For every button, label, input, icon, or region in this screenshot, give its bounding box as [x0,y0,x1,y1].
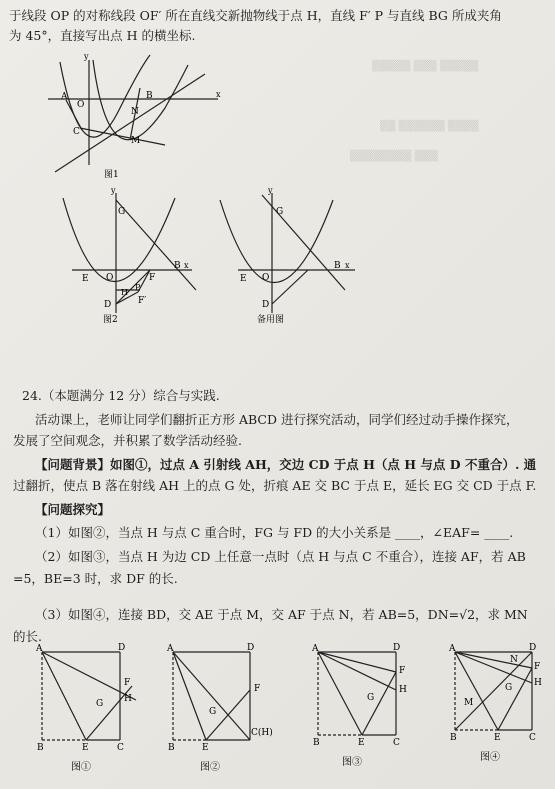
label-d: D [393,643,401,653]
label-f: F [254,684,261,694]
label-h: H [121,288,128,297]
top-text-line-2: 为 45°，直接写出点 H 的横坐标. [9,28,196,43]
square-caption-3: 图③ [342,757,362,768]
label-c: C [529,733,536,743]
q24-part-2b: =5，BE=3 时，求 DF 的长. [13,571,178,586]
label-e: E [202,743,209,753]
x-label: x [216,90,221,99]
label-d: D [118,643,126,653]
label-a: A [312,644,319,654]
label-p: P [135,283,141,292]
label-d: D [104,300,112,310]
spare-caption: 备用图 [257,315,285,325]
q24-background-2: 过翻折，使点 B 落在射线 AH 上的点 G 处，折痕 AE 交 BC 于点 E，延长 EG 交 CD 于点 F. [13,478,537,493]
label-h: H [124,694,132,704]
square-caption-4: 图④ [480,752,500,763]
label-h: H [534,678,542,688]
label-o: O [106,273,114,283]
label-a: A [167,644,174,654]
q24-explore-heading: 【问题探究】 [35,502,111,517]
q24-background-1: 【问题背景】如图①，过点 A 引射线 AH，交边 CD 于点 H（点 H 与点 D 不重合）. 通 [35,457,537,472]
label-f-prime: F′ [138,296,147,306]
label-g: G [367,693,375,703]
figure-stroke [455,652,532,730]
q24-intro-1: 活动课上，老师让同学们翻折正方形 ABCD 进行探究活动，同学们经过动手操作探究， [35,412,519,427]
label-c: C [73,127,80,137]
label-c: C [117,743,124,753]
label-h: H [399,685,407,695]
fig1-caption: 图1 [104,170,119,180]
label-f: F [124,678,131,688]
label-g: G [96,699,104,709]
x-label: x [184,261,189,270]
y-label: y [84,52,89,61]
label-g: G [276,207,284,217]
label-b: B [313,738,320,748]
label-b: B [334,261,341,271]
bleed-through-text: ▒▒ ▒▒▒▒▒▒ ▒▒▒▒ [380,121,479,132]
q24-part-3a: （3）如图④，连接 BD，交 AE 于点 M，交 AF 于点 N，若 AB=5，DN=√2，求 MN [35,607,528,622]
square-caption-1: 图① [71,762,91,773]
label-b: B [146,91,153,101]
figure-stroke [498,668,532,730]
label-e: E [240,274,247,284]
label-d: D [247,643,255,653]
top-text-line-1: 于线段 OP 的对称线段 OF′ 所在直线交新抛物线于点 H，直线 F′ P 与直线 BG 所成夹角 [9,8,502,23]
figure-stroke [455,652,498,730]
label-n: N [510,655,518,665]
y-label: y [268,186,273,195]
x-label: x [345,261,350,270]
figure-stroke [455,652,532,683]
q24-intro-2: 发展了空间观念，并积累了数学活动经验. [13,433,242,448]
label-g: G [209,707,217,717]
label-c-h: C(H) [251,728,273,738]
y-label: y [111,186,116,195]
bleed-through-text: ▒▒▒▒▒▒▒▒ ▒▒▒ [350,151,438,162]
label-b: B [37,743,44,753]
label-m: M [131,136,141,146]
label-a: A [36,644,43,654]
figure-stroke [455,652,532,668]
q24-part-3b: 的长. [13,629,42,644]
label-e: E [82,274,89,284]
square-caption-2: 图② [200,762,220,773]
label-a: A [449,644,456,654]
label-d: D [262,300,270,310]
label-g: G [118,207,126,217]
label-a: A [61,92,68,102]
q24-header: 24.（本题满分 12 分）综合与实践. [22,388,220,403]
label-f: F [149,273,156,283]
label-o: O [77,100,85,110]
fig2-caption: 图2 [103,315,118,325]
q24-part-1: （1）如图②，当点 H 与点 C 重合时，FG 与 FD 的大小关系是 ____，∠EAF= ____. [35,525,514,540]
label-e: E [82,743,89,753]
label-e: E [358,738,365,748]
label-c: C [393,738,400,748]
bleed-through-text: ▒▒▒▒▒ ▒▒▒ ▒▒▒▒▒ [372,61,479,72]
label-f: F [399,666,406,676]
label-b: B [174,261,181,271]
label-m: M [464,698,474,708]
label-n: N [131,107,139,117]
label-e: E [494,733,501,743]
label-d: D [529,643,537,653]
label-g: G [505,683,513,693]
q24-part-2a: （2）如图③，当点 H 为边 CD 上任意一点时（点 H 与点 C 不重合），连接 AF，若 AB [35,549,526,564]
label-b: B [168,743,175,753]
label-f: F [534,662,541,672]
label-o: O [262,273,270,283]
label-b: B [450,733,457,743]
